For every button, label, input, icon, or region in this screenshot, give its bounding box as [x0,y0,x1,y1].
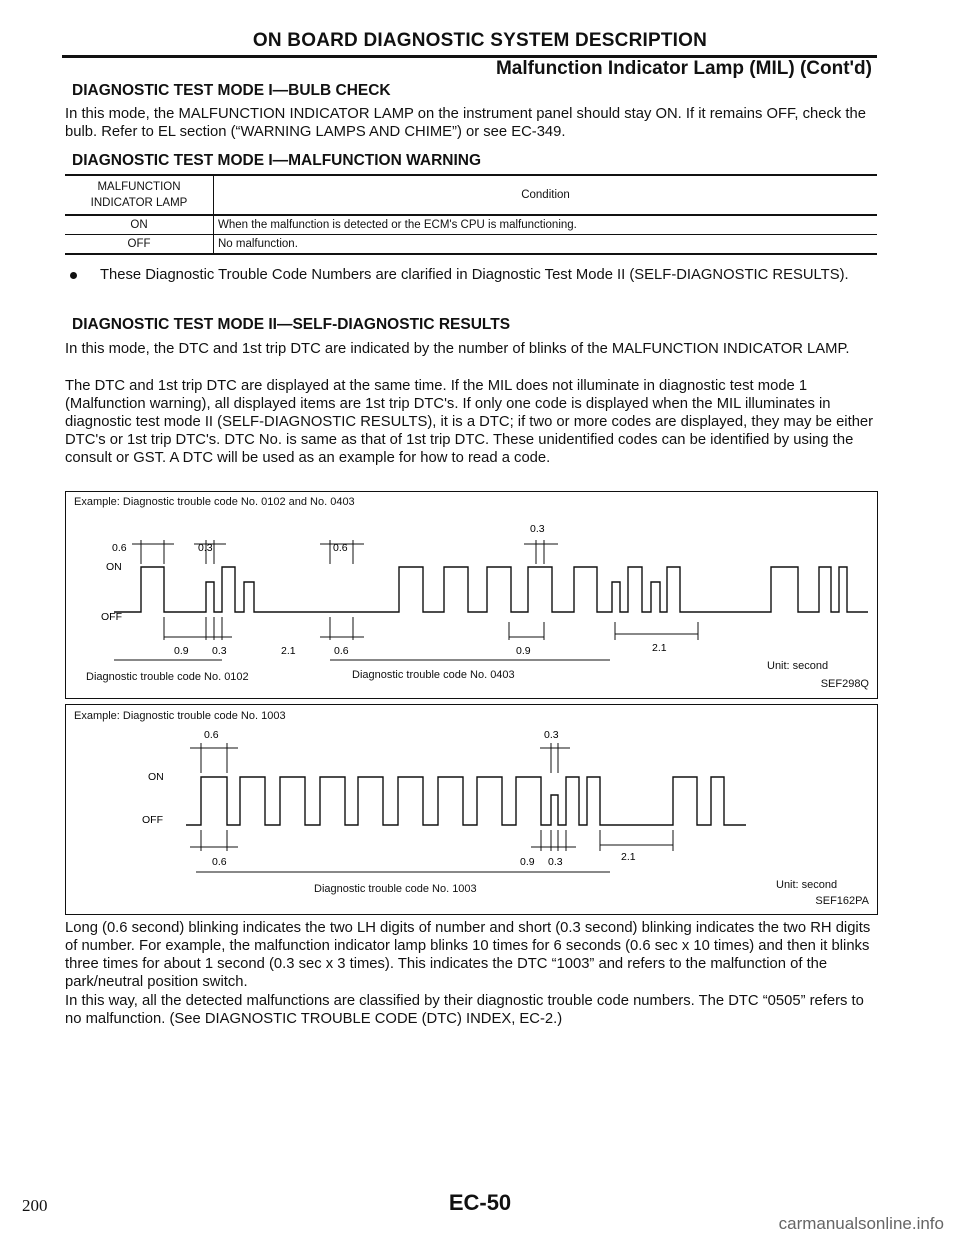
tick-label: 0.6 [212,856,227,868]
table-cell: ON [65,215,214,235]
page-subtitle: Malfunction Indicator Lamp (MIL) (Cont'd) [495,58,872,79]
tick-label: 0.6 [204,729,219,741]
figure-1-unit: Unit: second [767,660,829,672]
table-header-lamp: MALFUNCTION INDICATOR LAMP [65,175,214,215]
figure-1-label-0102: Diagnostic trouble code No. 0102 [86,671,249,683]
off-label: OFF [142,814,163,826]
tick-label: 0.6 [112,542,127,554]
blink-explanation-para: Long (0.6 second) blinking indicates the two LH digits of number and short (0.3 second) blinking indicates the two RH digits of number. For example, the malfunction indicator lamp blinks 10 times for 6 seconds (0.6 sec x 10 times) and then it blinks three times for about 1 second (0.3 sec x 3 times). This indicates the DTC “1003” and refers to the malfunction of the park/neutral position switch. [65,920,871,990]
tick-label: 2.1 [652,642,667,654]
blink-waveform-line [114,567,868,612]
mil-condition-table [65,174,877,255]
tick-label: 0.3 [544,729,559,741]
figure-1-caption: Example: Diagnostic trouble code No. 0102 and No. 0403 [74,496,355,508]
tick-label: 0.9 [174,645,189,657]
malfunction-warning-heading: DIAGNOSTIC TEST MODE I—MALFUNCTION WARNING [72,152,482,169]
tick-label: 0.9 [520,856,535,868]
table-header-row [65,175,877,215]
page-code: EC-50 [448,1190,512,1215]
self-diagnostic-heading: DIAGNOSTIC TEST MODE II—SELF-DIAGNOSTIC RESULTS [72,316,511,333]
self-diagnostic-para-2: The DTC and 1st trip DTC are displayed at the same time. If the MIL does not illuminate in diagnostic test mode 1 (Malfunction warning), all displayed items are 1st trip DTC's. If only one code is displayed when the MIL illuminates in diagnostic test mode II (SELF-DIAGNOSTIC RESULTS), it is a DTC; if two or more codes are displayed, they may be either DTC's or 1st trip DTC's. DTC No. is same as that of 1st trip DTC. These unidentified codes can be identified by using the consult or GST. A DTC will be used as an example for how to read a code. [65,378,874,466]
bulb-check-heading: DIAGNOSTIC TEST MODE I—BULB CHECK [72,82,391,99]
figure-1-ref: SEF298Q [820,678,869,690]
figure-2-caption: Example: Diagnostic trouble code No. 1003 [74,710,286,722]
figure-2-unit: Unit: second [776,879,838,891]
page-title: ON BOARD DIAGNOSTIC SYSTEM DESCRIPTION [252,30,708,51]
figure-2-ref: SEF162PA [815,895,869,907]
off-label: OFF [101,611,122,623]
table-cell: OFF [65,235,214,255]
bullet-icon [70,272,77,279]
blink-chart-0102-0403 [66,492,877,698]
bulb-check-text: In this mode, the MALFUNCTION INDICATOR LAMP on the instrument panel should stay ON. If it remains OFF, check the bulb. Refer to EL section (“WARNING LAMPS AND CHIME”) or see EC-349. [65,106,866,140]
tick-label: 0.3 [548,856,563,868]
tick-label: 0.6 [333,542,348,554]
figure-1-label-0403: Diagnostic trouble code No. 0403 [352,669,515,681]
tick-label: 0.6 [334,645,349,657]
self-diagnostic-para-1: In this mode, the DTC and 1st trip DTC are indicated by the number of blinks of the MALFUNCTION INDICATOR LAMP. [65,341,850,357]
blink-waveform-line [186,777,746,825]
page-number: 200 [22,1196,48,1215]
table-cell: When the malfunction is detected or the ECM's CPU is malfunctioning. [214,215,878,235]
watermark: carmanualsonline.info [778,1214,944,1233]
tick-label: 0.3 [198,542,213,554]
table-cell: No malfunction. [214,235,878,255]
tick-label: 2.1 [281,645,296,657]
table-header-condition: Condition [214,175,878,215]
figure-1003 [65,704,878,915]
dtc-classification-para: In this way, all the detected malfunctions are classified by their diagnostic trouble code numbers. The DTC “0505” refers to no malfunction. (See DIAGNOSTIC TROUBLE CODE (DTC) INDEX, EC-2.) [65,993,864,1027]
tick-label: 0.3 [530,523,545,535]
tick-label: 0.9 [516,645,531,657]
tick-label: 2.1 [621,851,636,863]
on-label: ON [148,771,164,783]
on-label: ON [106,561,122,573]
tick-label: 0.3 [212,645,227,657]
table-row [65,235,877,255]
bullet-text: These Diagnostic Trouble Code Numbers are clarified in Diagnostic Test Mode II (SELF-DIAGNOSTIC RESULTS). [100,267,849,283]
figure-2-label-1003: Diagnostic trouble code No. 1003 [314,883,477,895]
figure-0102-0403 [65,491,878,699]
table-row [65,215,877,235]
